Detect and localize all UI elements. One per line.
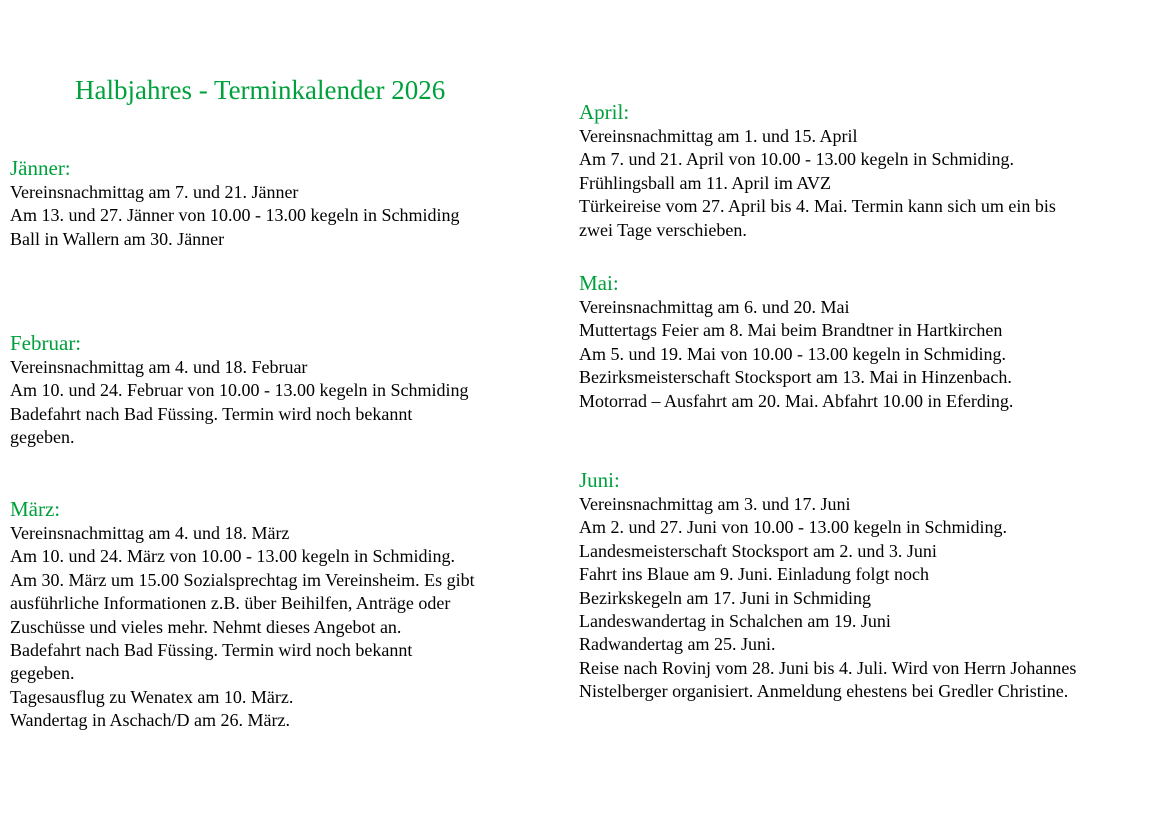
event-line: Wandertag in Aschach/D am 26. März. (10, 710, 290, 731)
event-line: Vereinsnachmittag am 3. und 17. Juni (579, 494, 851, 514)
month-heading-april: April: (579, 100, 630, 124)
month-heading-juni: Juni: (579, 468, 620, 492)
event-line: Bezirkskegeln am 17. Juni in Schmiding (579, 587, 871, 608)
event-line: Am 7. und 21. April von 10.00 - 13.00 kegeln in Schmiding. (579, 149, 1014, 170)
event-line: Am 13. und 27. Jänner von 10.00 - 13.00 kegeln in Schmiding (10, 205, 460, 226)
event-line: Motorrad – Ausfahrt am 20. Mai. Abfahrt 10.00 in Eferding. (579, 390, 1014, 411)
event-line: Badefahrt nach Bad Füssing. Termin wird noch bekannt (10, 403, 413, 424)
event-line: Fahrt ins Blaue am 9. Juni. Einladung folgt noch (579, 564, 929, 585)
event-line: gegeben. (10, 663, 75, 684)
event-line: Radwandertag am 25. Juni. (579, 634, 776, 655)
event-line: Vereinsnachmittag am 1. und 15. April (579, 126, 858, 146)
event-line: Landeswandertag in Schalchen am 19. Juni (579, 611, 891, 632)
event-line: Vereinsnachmittag am 6. und 20. Mai (579, 297, 850, 317)
event-line: Am 2. und 27. Juni von 10.00 - 13.00 kegeln in Schmiding. (579, 517, 1007, 538)
event-line: Am 10. und 24. Februar von 10.00 - 13.00 kegeln in Schmiding (10, 380, 469, 401)
month-section-maerz (10, 496, 550, 733)
event-line: gegeben. (10, 427, 75, 448)
event-line: Reise nach Rovinj vom 28. Juni bis 4. Juli. Wird von Herrn Johannes (579, 657, 1077, 678)
event-line: Frühlingsball am 11. April im AVZ (579, 172, 832, 193)
event-line: Landesmeisterschaft Stocksport am 2. und 3. Juni (579, 540, 937, 561)
page-title: Halbjahres - Terminkalender 2026 (75, 75, 446, 105)
month-heading-februar: Februar: (10, 331, 82, 355)
event-line: Nistelberger organisiert. Anmeldung ehestens bei Gredler Christine. (579, 681, 1069, 702)
event-line: Vereinsnachmittag am 7. und 21. Jänner (10, 182, 299, 202)
event-line: ausführliche Informationen z.B. über Beihilfen, Anträge oder (10, 593, 451, 614)
month-section-april (579, 99, 1139, 242)
event-line: Tagesausflug zu Wenatex am 10. März. (10, 686, 294, 707)
event-line: Am 30. März um 15.00 Sozialsprechtag im Vereinsheim. Es gibt (10, 569, 475, 590)
event-line: Türkeireise vom 27. April bis 4. Mai. Termin kann sich um ein bis (579, 196, 1056, 217)
event-line: Vereinsnachmittag am 4. und 18. März (10, 523, 290, 543)
month-heading-jaenner: Jänner: (10, 156, 71, 180)
event-line: Am 10. und 24. März von 10.00 - 13.00 kegeln in Schmiding. (10, 546, 455, 567)
month-section-februar (10, 330, 530, 450)
event-line: Muttertags Feier am 8. Mai beim Brandtner in Hartkirchen (579, 320, 1003, 341)
event-line: Badefahrt nach Bad Füssing. Termin wird noch bekannt (10, 640, 413, 661)
event-line: Bezirksmeisterschaft Stocksport am 13. Mai in Hinzenbach. (579, 367, 1012, 388)
month-section-jaenner (10, 155, 550, 251)
month-section-juni (579, 467, 1149, 704)
event-line: Ball in Wallern am 30. Jänner (10, 228, 225, 249)
event-line: zwei Tage verschieben. (579, 219, 747, 240)
month-heading-maerz: März: (10, 497, 61, 521)
event-line: Vereinsnachmittag am 4. und 18. Februar (10, 357, 308, 377)
event-line: Zuschüsse und vieles mehr. Nehmt dieses Angebot an. (10, 616, 402, 637)
event-line: Am 5. und 19. Mai von 10.00 - 13.00 kegeln in Schmiding. (579, 343, 1006, 364)
month-heading-mai: Mai: (579, 271, 619, 295)
month-section-mai (579, 270, 1139, 413)
